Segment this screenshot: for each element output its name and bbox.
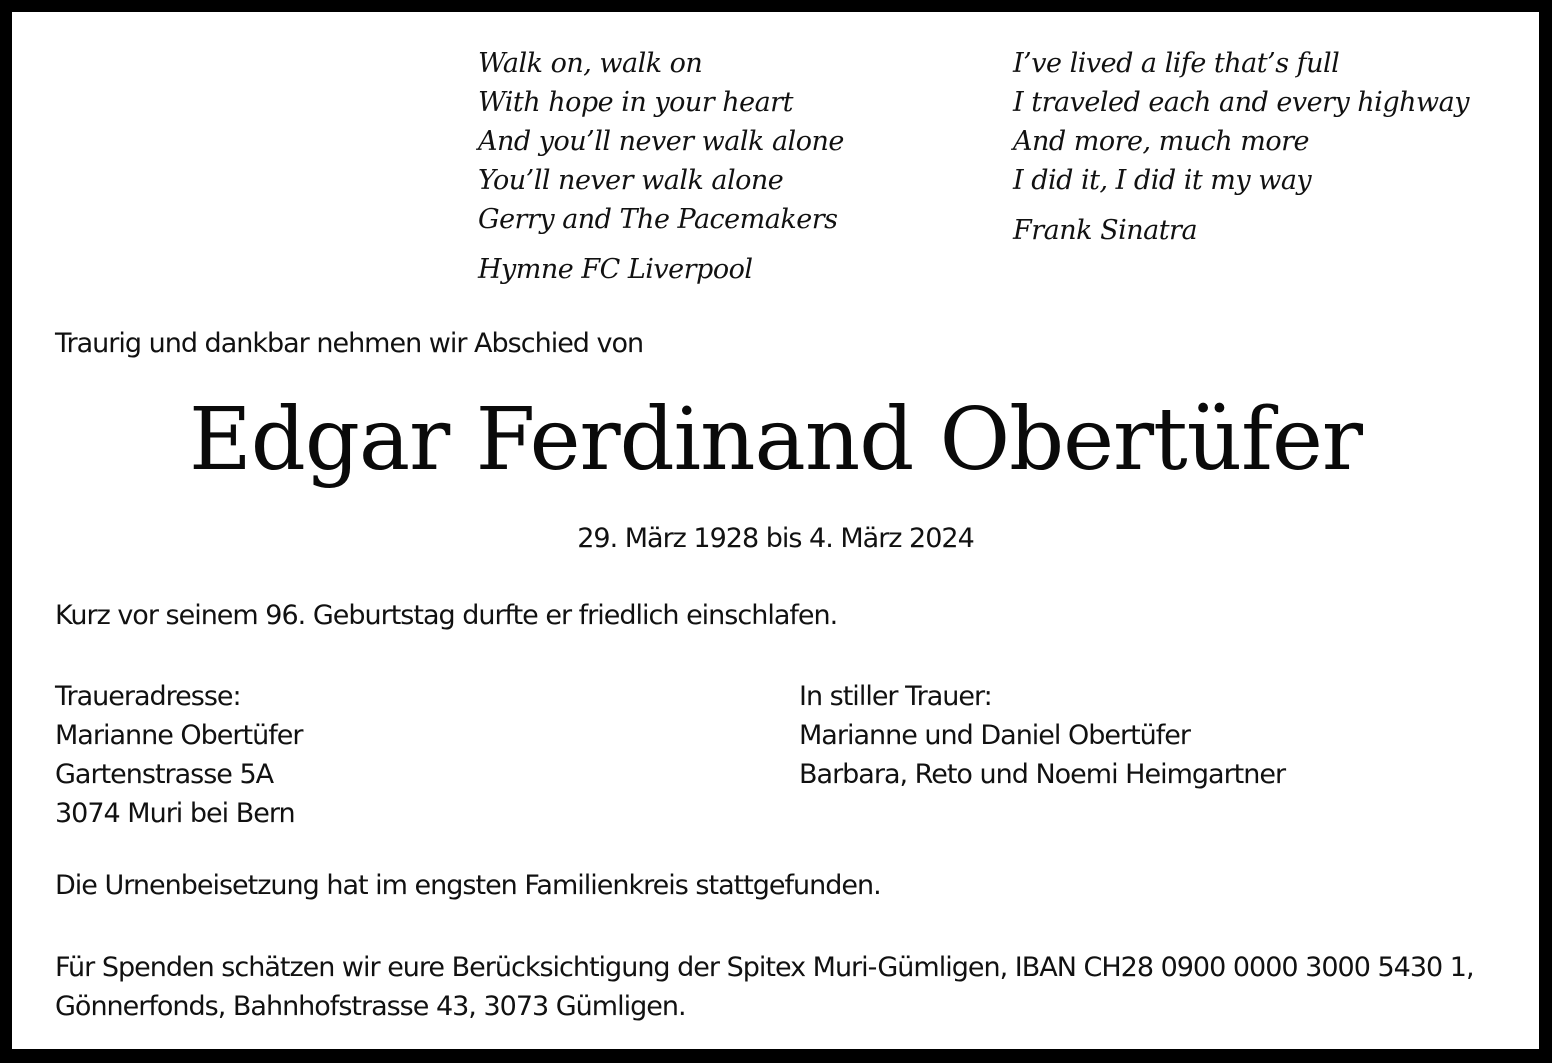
quote-liverpool-anthem (478, 44, 844, 289)
quote-line: I’ve lived a life that’s full (1013, 48, 1340, 79)
mourners-heading: In stiller Trauer: (799, 681, 992, 712)
passing-note: Kurz vor seinem 96. Geburtstag durfte er friedlich einschlafen. (55, 600, 838, 631)
obituary-notice (12, 12, 1539, 1049)
address-line: Gartenstrasse 5A (55, 759, 274, 790)
address-line: Marianne Obertüfer (55, 720, 303, 751)
address-line: 3074 Muri bei Bern (55, 798, 295, 829)
intro-text: Traurig und dankbar nehmen wir Abschied von (55, 328, 644, 359)
quote-sinatra (1013, 44, 1469, 250)
quote-line: I traveled each and every highway (1013, 87, 1469, 118)
quote-line: I did it, I did it my way (1013, 165, 1312, 196)
donation-note (55, 948, 1474, 1026)
quote-line: Gerry and The Pacemakers (478, 204, 838, 235)
quote-line: Walk on, walk on (478, 48, 703, 79)
life-dates: 29. März 1928 bis 4. März 2024 (577, 523, 974, 554)
mourner-line: Barbara, Reto und Noemi Heimgartner (799, 759, 1286, 790)
quote-source: Frank Sinatra (1013, 215, 1198, 246)
quote-line: And more, much more (1013, 126, 1309, 157)
donation-line: Für Spenden schätzen wir eure Berücksichtigung der Spitex Muri-Gümligen, IBAN CH28 0900 0000 3000 5430 1, (55, 952, 1474, 983)
deceased-name: Edgar Ferdinand Obertüfer (189, 390, 1362, 490)
quote-line: And you’ll never walk alone (478, 126, 844, 157)
donation-line: Gönnerfonds, Bahnhofstrasse 43, 3073 Gümligen. (55, 991, 686, 1022)
burial-note: Die Urnenbeisetzung hat im engsten Familienkreis stattgefunden. (55, 870, 881, 901)
mourning-address (55, 677, 302, 833)
quote-source: Hymne FC Liverpool (478, 254, 753, 285)
mourning-address-heading: Traueradresse: (55, 681, 241, 712)
mourners-list (799, 677, 1285, 794)
quote-line: With hope in your heart (478, 87, 793, 118)
mourner-line: Marianne und Daniel Obertüfer (799, 720, 1191, 751)
quote-line: You’ll never walk alone (478, 165, 784, 196)
